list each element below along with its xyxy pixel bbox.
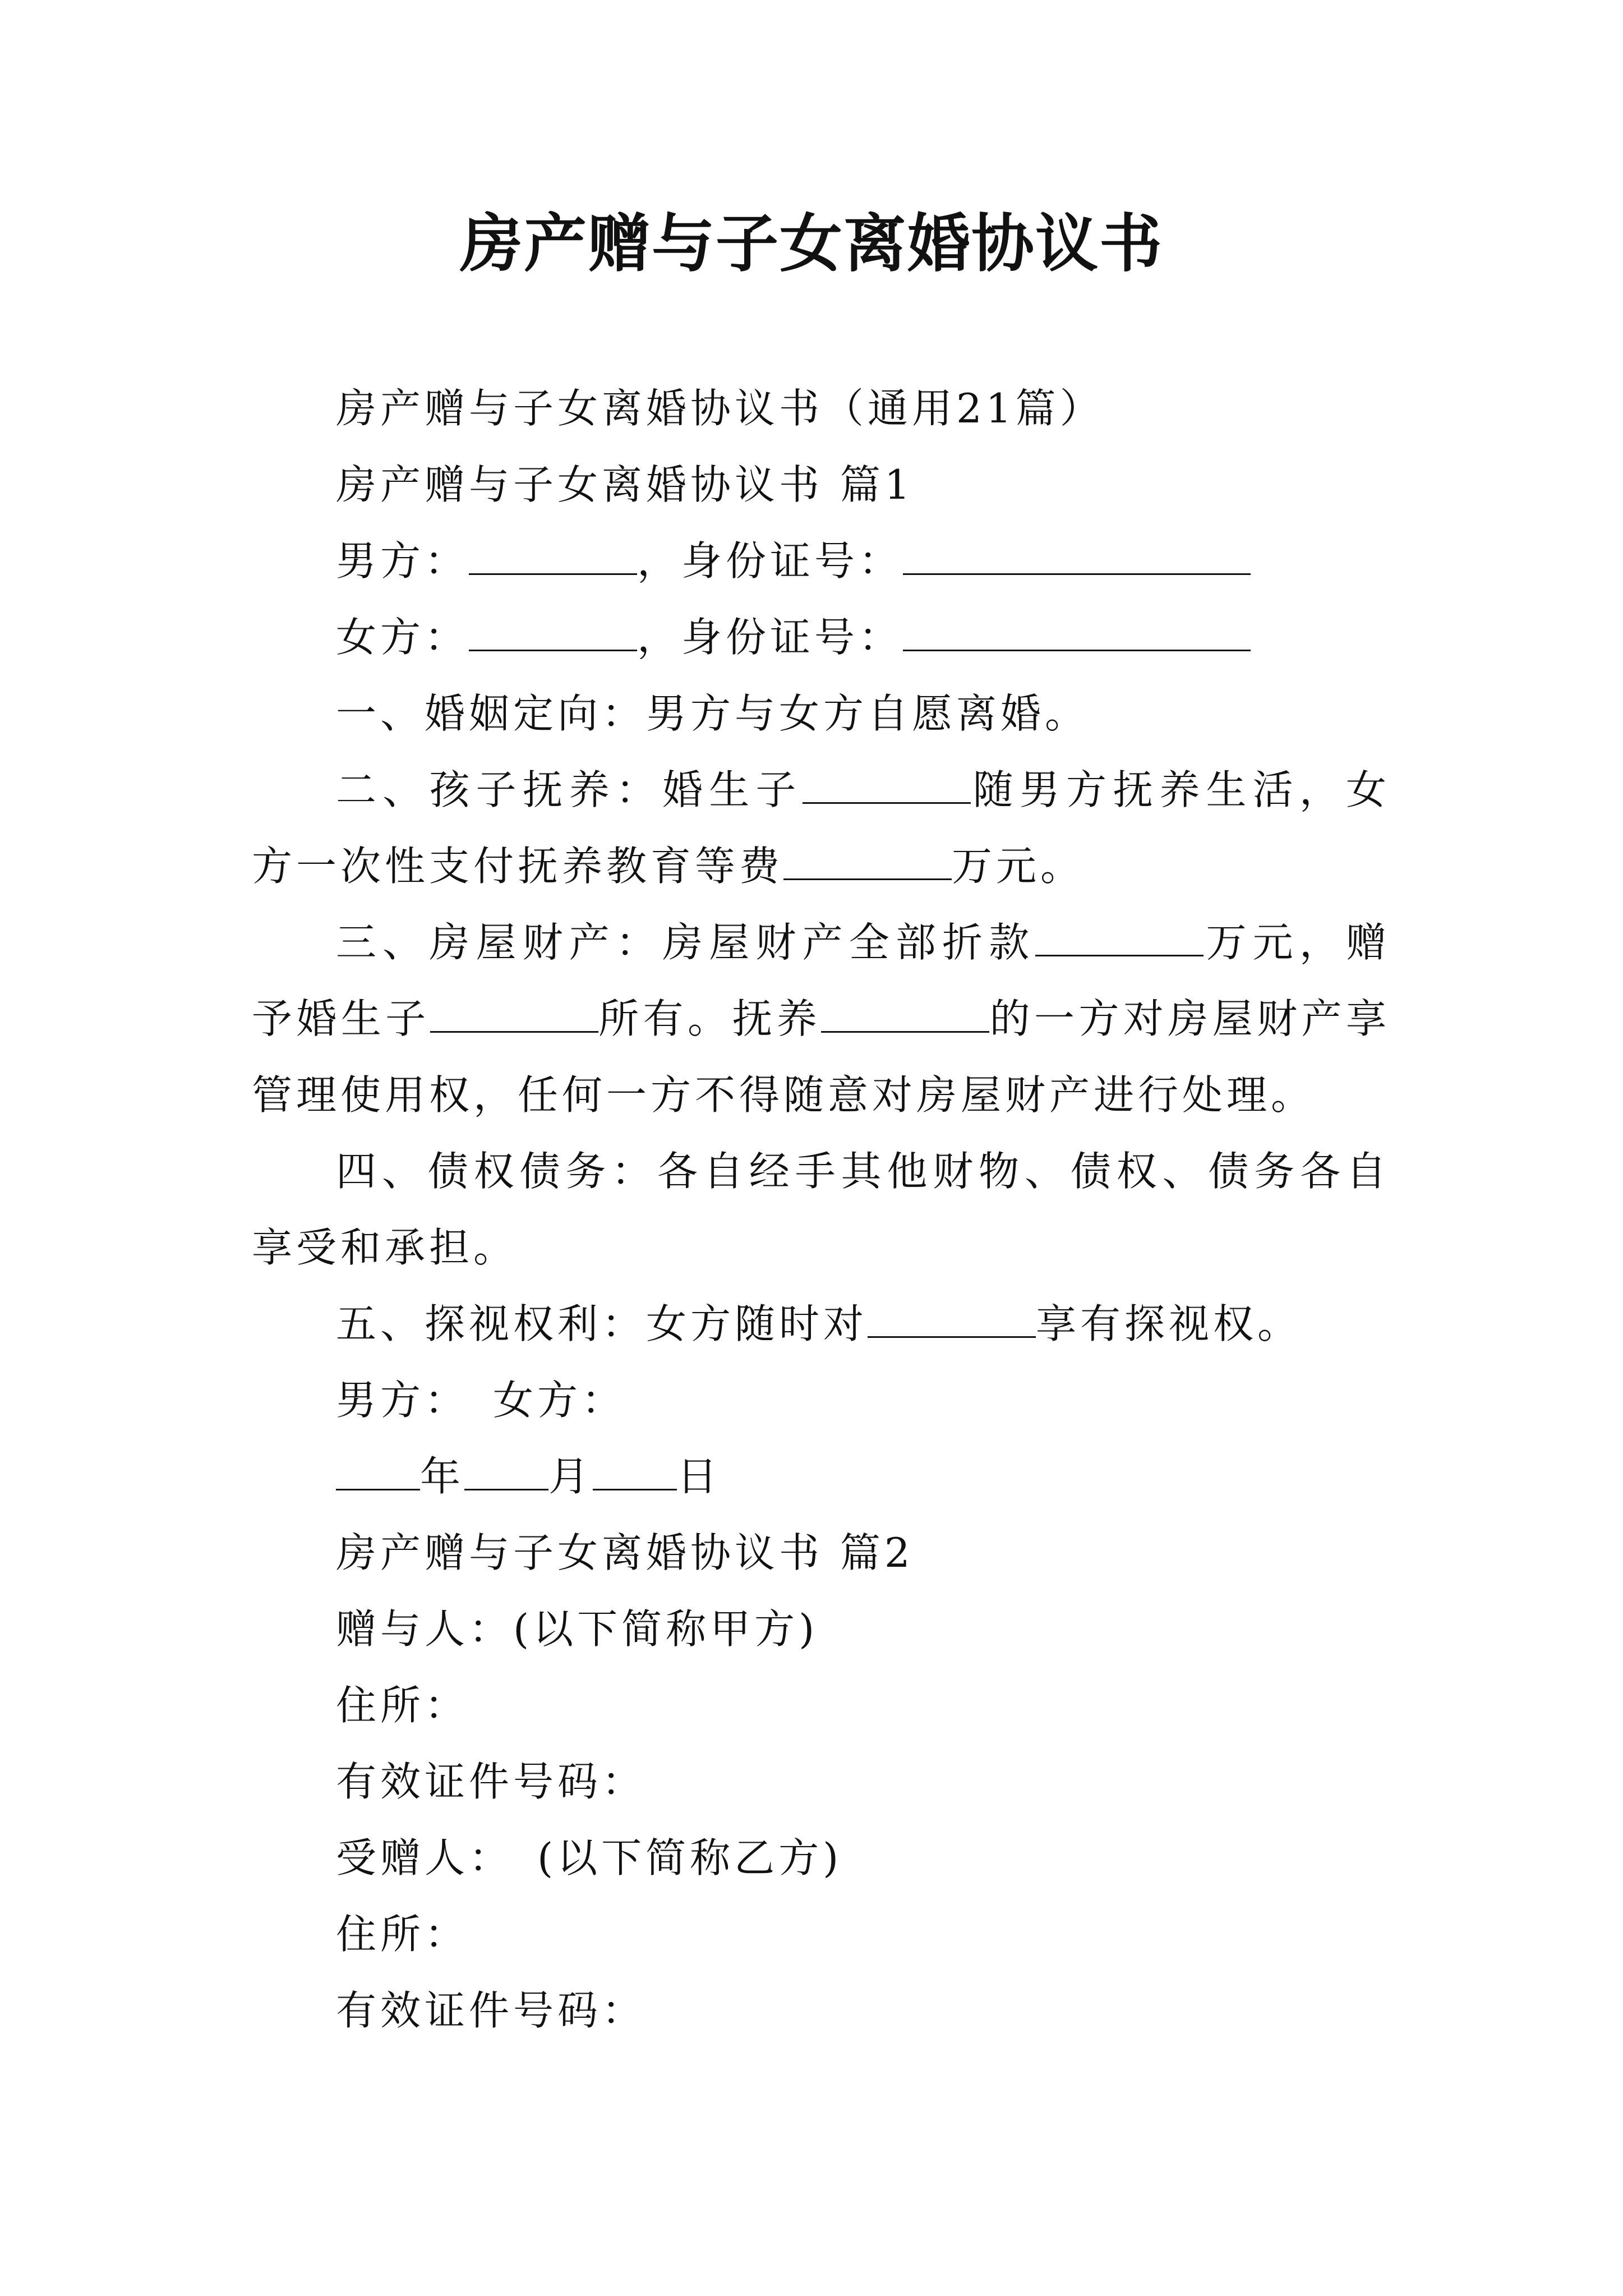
donee-line: 受赠人： (以下简称乙方)	[336, 1834, 843, 1881]
clause5-text-a: 五、探视权利：女方随时对	[336, 1300, 868, 1347]
clause-debts: 四、债权债务：各自经手其他财物、债权、债务各自享受和承担。	[252, 1148, 1390, 1271]
donee-id-line: 有效证件号码：	[336, 1987, 647, 2034]
man-label: 男方：	[336, 537, 469, 585]
clause-marriage: 一、婚姻定向：男方与女方自愿离婚。	[336, 690, 1090, 737]
donor-line: 赠与人：(以下简称甲方)	[336, 1605, 819, 1653]
man-name-blank	[469, 540, 637, 575]
document-body	[252, 370, 1390, 2049]
child-name-blank	[803, 769, 971, 804]
property-child-blank	[430, 997, 598, 1033]
clause-child-custody	[252, 752, 1390, 904]
man-id-line	[252, 523, 1390, 599]
clause3-text-d: 的一方对房屋财产享管理使用权，任何一方不得随意对房屋财产进行处理。	[252, 995, 1390, 1119]
donee-address-line: 住所：	[336, 1911, 469, 1958]
signature-line: 男方： 女方：	[336, 1377, 626, 1424]
clause-visitation	[252, 1286, 1390, 1362]
man-id-label: ，身份证号：	[637, 537, 903, 585]
donor-address-line: 住所：	[336, 1682, 469, 1729]
woman-id-line	[252, 599, 1390, 675]
woman-id-blank	[903, 616, 1251, 651]
month-label: 月	[548, 1453, 593, 1500]
document-title: 房产赠与子女离婚协议书	[460, 207, 1163, 280]
clause2-text-c: 万元。	[952, 843, 1085, 890]
clause2-text-b: 随男方抚养生活，女方一次性支付抚养教育等费	[252, 766, 1390, 890]
year-blank	[336, 1455, 420, 1490]
clause3-text-b: 万元，赠予婚生子	[252, 919, 1390, 1042]
woman-label: 女方：	[336, 614, 469, 661]
man-id-blank	[903, 540, 1251, 575]
year-label: 年	[420, 1453, 465, 1500]
support-amount-blank	[783, 845, 952, 880]
visitation-blank	[868, 1303, 1036, 1338]
article1-heading: 房产赠与子女离婚协议书 篇1	[336, 461, 914, 508]
woman-id-label: ，身份证号：	[637, 614, 903, 661]
custody-child-blank	[821, 997, 989, 1033]
day-label: 日	[677, 1453, 722, 1500]
date-line	[252, 1438, 1390, 1515]
day-blank	[593, 1455, 677, 1490]
month-blank	[464, 1455, 548, 1490]
article2-heading: 房产赠与子女离婚协议书 篇2	[336, 1529, 914, 1576]
clause3-text-a: 三、房屋财产：房屋财产全部折款	[336, 919, 1036, 966]
subtitle: 房产赠与子女离婚协议书（通用21篇）	[336, 385, 1104, 432]
donor-id-line: 有效证件号码：	[336, 1758, 647, 1805]
clause3-text-c: 所有。抚养	[598, 995, 822, 1042]
clause2-text-a: 二、孩子抚养：婚生子	[336, 766, 803, 813]
clause-property	[252, 904, 1390, 1133]
property-amount-blank	[1035, 921, 1204, 956]
clause5-text-b: 享有探视权。	[1036, 1300, 1302, 1347]
woman-name-blank	[469, 616, 637, 651]
